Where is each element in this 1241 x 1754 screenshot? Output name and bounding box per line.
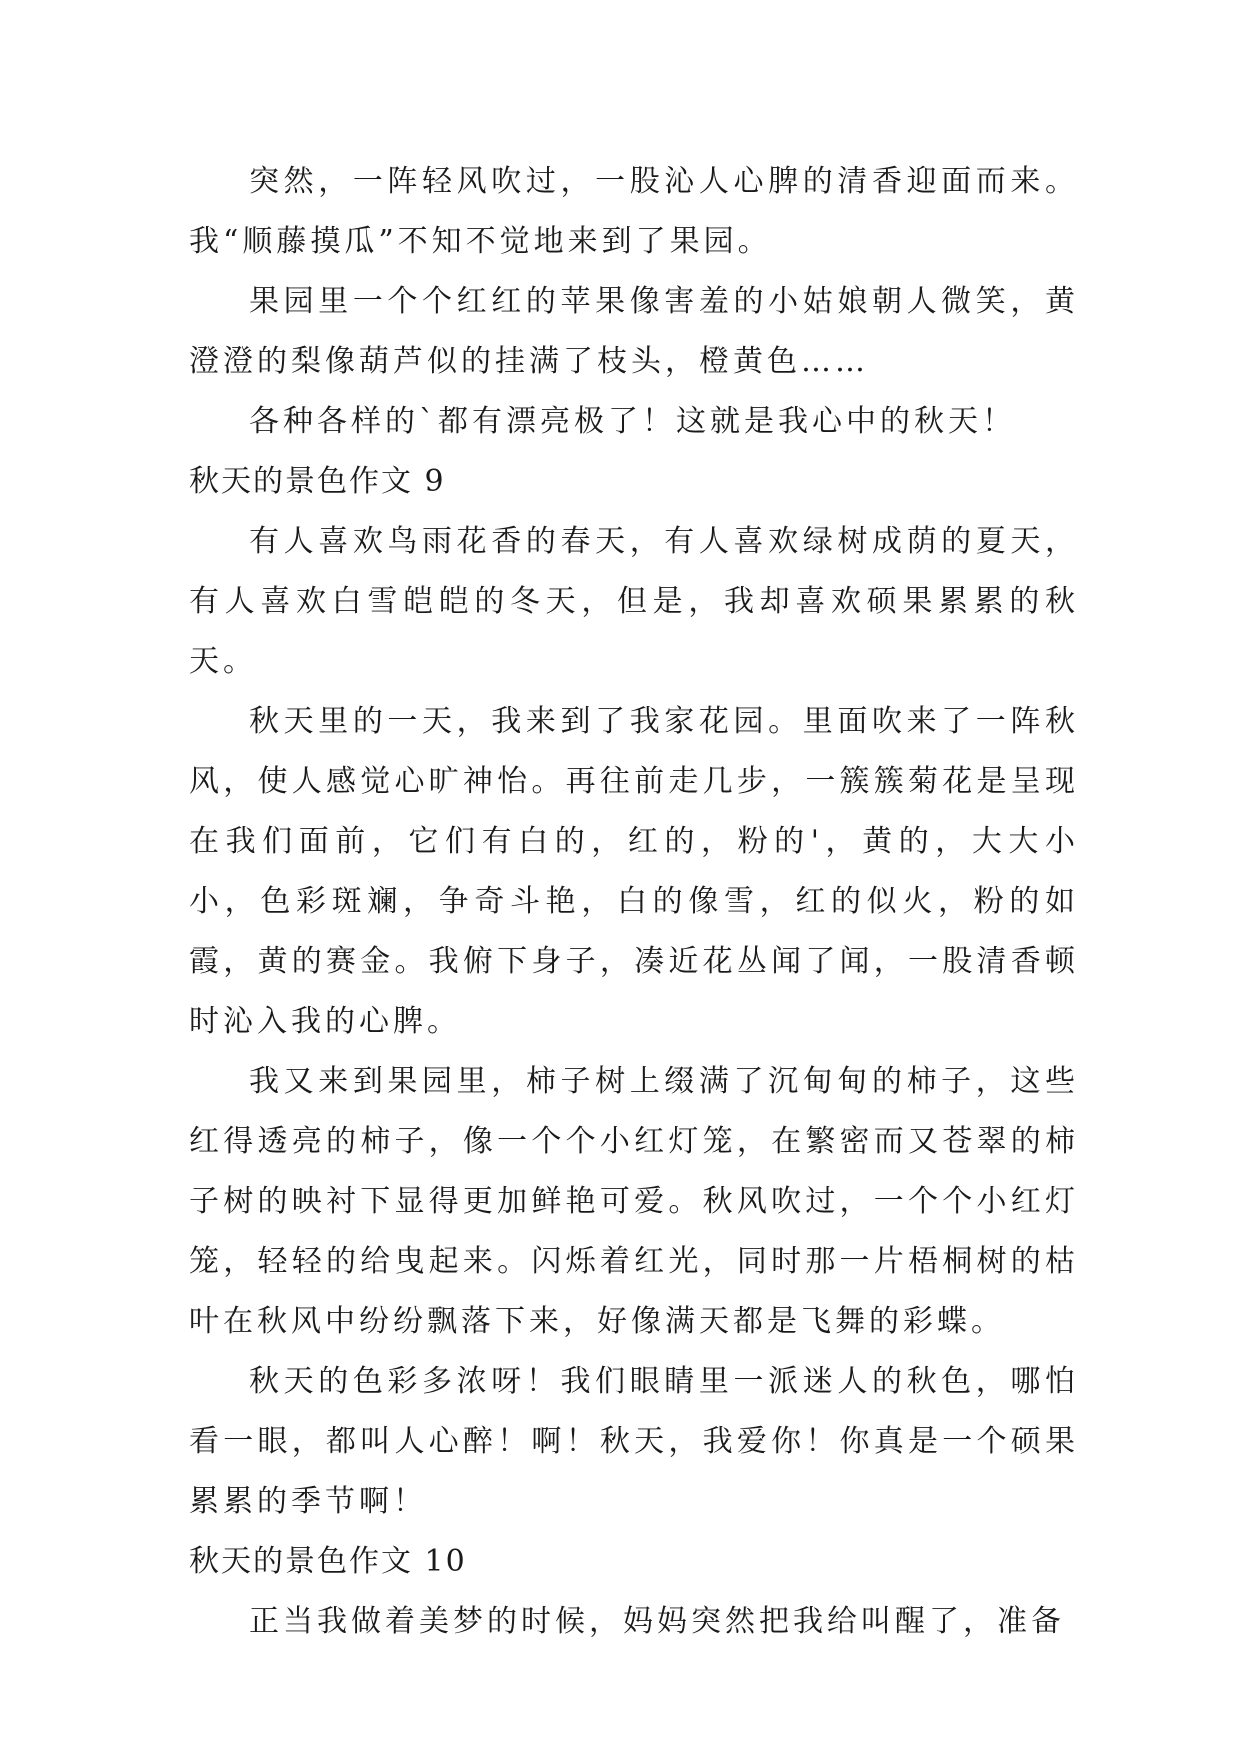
paragraph: 有人喜欢鸟雨花香的春天，有人喜欢绿树成荫的夏天，有人喜欢白雪皑皑的冬天，但是，我却喜欢硕果累累的秋天。: [189, 524, 1079, 679]
paragraph: 秋天的色彩多浓呀！我们眼睛里一派迷人的秋色，哪怕看一眼，都叫人心醉！啊！秋天，我爱你！你真是一个硕果累累的季节啊！: [189, 1364, 1079, 1519]
paragraph: 各种各样的`都有漂亮极了！这就是我心中的秋天！: [249, 404, 1016, 439]
section-heading: 秋天的景色作文 10: [189, 1544, 467, 1579]
paragraph: 秋天里的一天，我来到了我家花园。里面吹来了一阵秋风，使人感觉心旷神怡。再往前走几步，一簇簇菊花是呈现在我们面前，它们有白的，红的，粉的'，黄的，大大小小，色彩斑斓，争奇斗艳，白的像雪，红的似火，粉的如霞，黄的赛金。我俯下身子，凑近花丛闻了闻，一股清香顿时沁入我的心脾。: [189, 704, 1079, 1039]
section-heading: 秋天的景色作文 9: [189, 464, 446, 499]
paragraph: 正当我做着美梦的时候，妈妈突然把我给叫醒了，准备: [249, 1604, 1065, 1639]
paragraph: 突然，一阵轻风吹过，一股沁人心脾的清香迎面而来。我“顺藤摸瓜”不知不觉地来到了果园。: [189, 164, 1079, 259]
document-page: [189, 152, 1079, 1652]
paragraph: 我又来到果园里，柿子树上缀满了沉甸甸的柿子，这些红得透亮的柿子，像一个个小红灯笼，在繁密而又苍翠的柿子树的映衬下显得更加鲜艳可爱。秋风吹过，一个个小红灯笼，轻轻的给曳起来。闪烁着红光，同时那一片梧桐树的枯叶在秋风中纷纷飘落下来，好像满天都是飞舞的彩蝶。: [189, 1064, 1079, 1339]
paragraph: 果园里一个个红红的苹果像害羞的小姑娘朝人微笑，黄澄澄的梨像葫芦似的挂满了枝头，橙黄色……: [189, 284, 1079, 379]
